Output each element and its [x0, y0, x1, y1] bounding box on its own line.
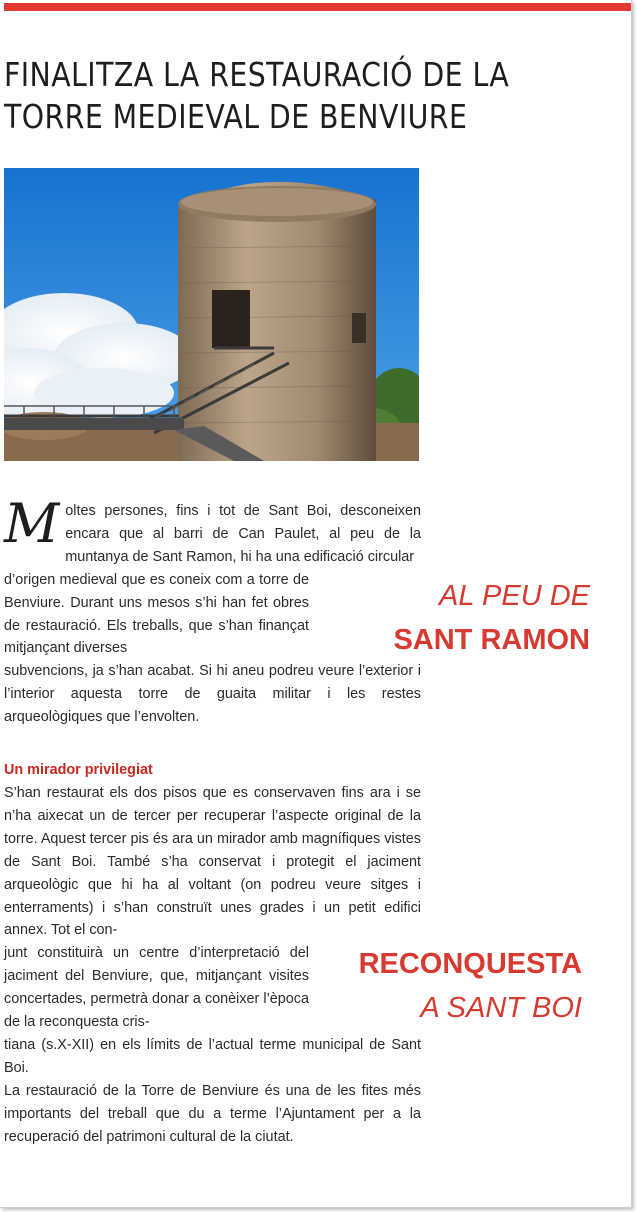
title-line-1: FINALITZA LA RESTAURACIÓ DE LA	[4, 55, 510, 94]
body-text-3: tiana (s.X-XII) en els límits de l’actual terme municipal de Sant Boi.	[4, 1036, 421, 1076]
drop-cap: M	[4, 492, 60, 555]
intro-text-2: d’origen medieval que es coneix com a torre de Benviure. Durant uns mesos s’hi han fet obres de restauració. Els treballs, que s’han finançat mitjançant diverses	[4, 571, 309, 657]
accent-top-bar	[4, 3, 632, 11]
pullquote-2-line-2: A SANT BOI	[420, 992, 582, 1024]
pullquote-2-line-1: RECONQUESTA	[358, 948, 582, 980]
article-title	[4, 54, 529, 138]
tower-photo	[4, 168, 419, 461]
intro-text-3: subvencions, ja s’han acabat. Si hi aneu podreu veure l’exterior i l’interior aquesta torre de guaita militar i les restes arqueològiques que l’envolten.	[4, 663, 421, 726]
intro-paragraph	[4, 492, 421, 729]
pullquote-sant-ramon	[360, 574, 590, 662]
tower-illustration	[4, 168, 419, 461]
title-line-2: TORRE MEDIEVAL DE BENVIURE	[4, 97, 468, 136]
pullquote-1-line-1: AL PEU DE	[439, 580, 590, 612]
section-subheading: Un mirador privilegiat	[4, 762, 153, 778]
pullquote-1-line-2: SANT RAMON	[393, 624, 590, 656]
intro-text-1: oltes persones, fins i tot de Sant Boi, desconeixen encara que al barri de Can Paulet, al peu de la muntanya de Sant Ramon, hi ha una edificació circular	[65, 503, 421, 565]
body-text-1: S’han restaurat els dos pisos que es conservaven fins ara i se n’ha aixecat un de tercer per recuperar l’aspecte original de la torre. Aquest tercer pis és ara un mirador amb magnífiques vistes de Sant Boi. També s’ha conservat i protegit el jaciment arqueològic que hi ha al voltant (on podreu veure sitges i enterraments) i s’han construït unes grades i un petit edifici annex. Tot el con-	[4, 785, 421, 939]
body-text-2: junt constituirà un centre d’interpretació del jaciment del Benviure, que, mitjançant visites concertades, permetrà donar a conèixer l’època de la reconquesta cris-	[4, 945, 309, 1031]
body-text-4: La restauració de la Torre de Benviure és una de les fites més importants del treball que du a terme l’Ajuntament per a la recuperació del patrimoni cultural de la ciutat.	[4, 1082, 421, 1145]
pullquote-reconquesta	[330, 942, 582, 1030]
